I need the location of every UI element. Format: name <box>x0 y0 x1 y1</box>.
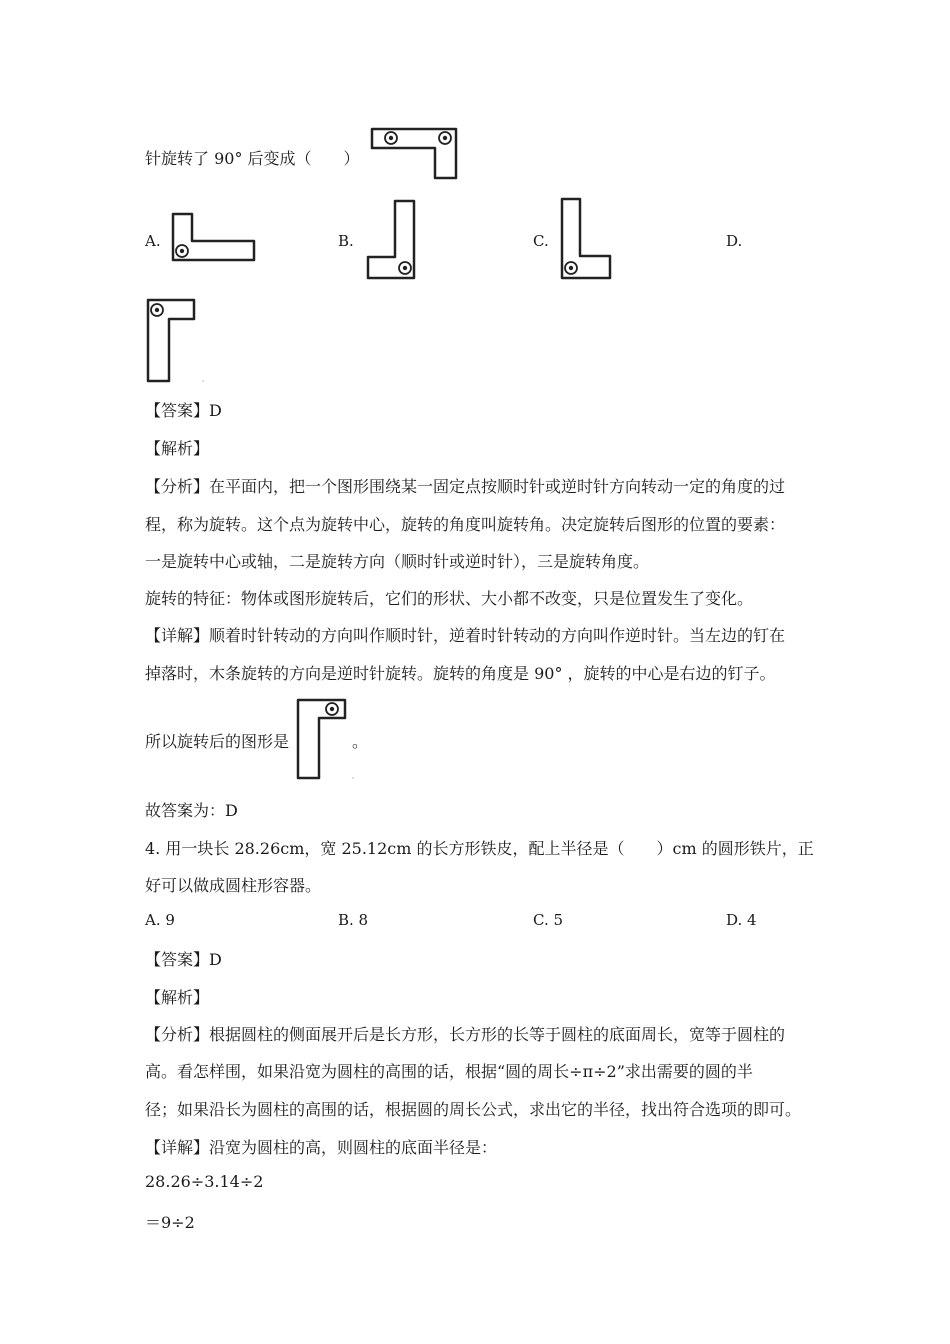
q3-result-prefix: 所以旋转后的图形是 <box>145 732 290 751</box>
q3-option-c-figure <box>559 196 614 282</box>
q3-final-answer: 故答案为：D <box>145 801 238 820</box>
q3-option-d-label: D. <box>726 232 743 250</box>
q3-option-b-figure <box>365 198 417 282</box>
q3-detail-line: 掉落时，木条旋转的方向是逆时针旋转。旋转的角度是 90° ，旋转的中心是右边的钉子。 <box>145 664 776 683</box>
q3-original-figure <box>370 127 460 182</box>
q3-option-b-label: B. <box>338 232 354 250</box>
q4-analysis-heading: 【解析】 <box>145 988 210 1007</box>
q3-option-c-label: C. <box>533 232 549 250</box>
q4-analysis-line: 【分析】根据圆柱的侧面展开后是长方形，长方形的长等于圆柱的底面周长，宽等于圆柱的 <box>145 1025 786 1044</box>
q3-analysis-line: 一是旋转中心或轴，二是旋转方向（顺时针或逆时针），三是旋转角度。 <box>145 552 650 571</box>
q3-option-d-figure <box>145 297 207 385</box>
q3-analysis-line: 程，称为旋转。这个点为旋转中心，旋转的角度叫旋转角。决定旋转后图形的位置的要素： <box>145 515 786 534</box>
q4-answer: 【答案】D <box>145 950 222 969</box>
q4-calc-line: 28.26÷3.14÷2 <box>145 1172 264 1191</box>
q4-detail-line: 【详解】沿宽为圆柱的高，则圆柱的底面半径是： <box>145 1138 498 1157</box>
q3-analysis-line: 【分析】在平面内，把一个图形围绕某一固定点按顺时针或逆时针方向转动一定的角度的过 <box>145 477 786 496</box>
q3-result-figure <box>295 697 357 783</box>
q4-stem-line: 好可以做成圆柱形容器。 <box>145 876 322 895</box>
q3-detail-line: 【详解】顺着时针转动的方向叫作顺时针，逆着时针转动的方向叫作逆时针。当左边的钉在 <box>145 626 786 645</box>
q3-option-a-label: A. <box>145 232 161 250</box>
q4-calc-line: ＝9÷2 <box>145 1213 195 1232</box>
q4-option-a: A. 9 <box>145 911 175 929</box>
q4-analysis-line: 高。看怎样围，如果沿宽为圆柱的高围的话，根据“圆的周长÷π÷2”求出需要的圆的半 <box>145 1062 753 1081</box>
q3-stem: 针旋转了 90° 后变成（ ） <box>145 149 360 168</box>
q3-analysis-line: 旋转的特征：物体或图形旋转后，它们的形状、大小都不改变，只是位置发生了变化。 <box>145 589 754 608</box>
q4-option-b: B. 8 <box>338 911 369 929</box>
q4-option-d: D. 4 <box>726 911 757 929</box>
q4-analysis-line: 径；如果沿长为圆柱的高围的话，根据圆的周长公式，求出它的半径，找出符合选项的即可。 <box>145 1100 802 1119</box>
q3-option-a-figure <box>170 211 258 263</box>
q3-answer: 【答案】D <box>145 401 222 420</box>
q4-stem-line: 4. 用一块长 28.26cm，宽 25.12cm 的长方形铁皮，配上半径是（ ）cm 的圆形铁片，正 <box>145 839 814 858</box>
q3-result-suffix: 。 <box>352 732 369 751</box>
q4-option-c: C. 5 <box>533 911 564 929</box>
q3-analysis-heading: 【解析】 <box>145 439 210 458</box>
